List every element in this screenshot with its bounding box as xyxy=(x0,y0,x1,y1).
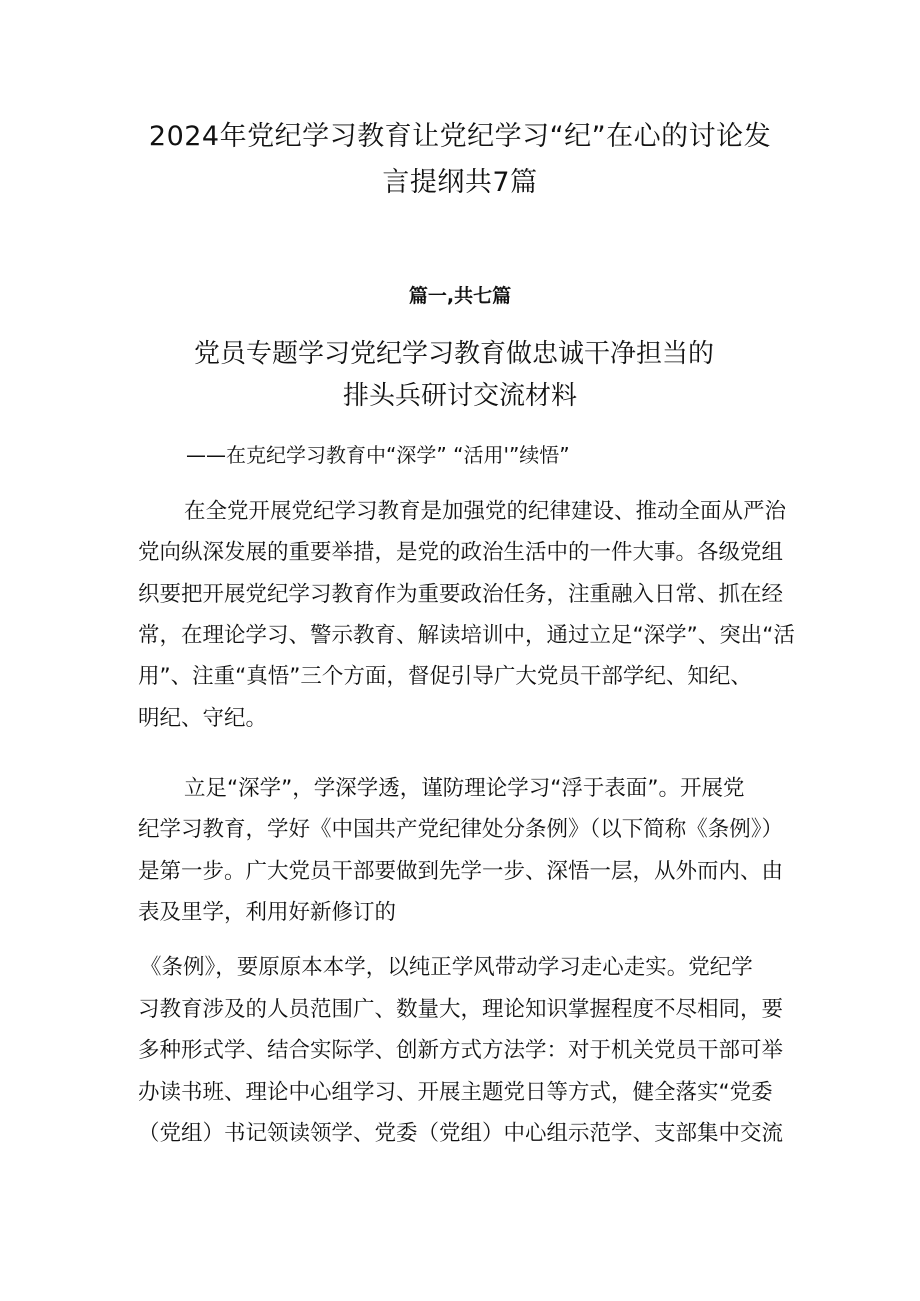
paragraph-line: 在全党开展党纪学习教育是加强党的纪律建设、推动全面从严治 xyxy=(184,499,787,524)
document-title-line-2: 言提纲共7篇 xyxy=(382,167,538,198)
document-title-line-1: 2024年党纪学习教育让党纪学习“纪”在心的讨论发 xyxy=(148,121,772,152)
paragraph-line: 明纪、守纪。 xyxy=(138,706,268,731)
paragraph-line: 立足“深学”，学深学透，谨防理论学习“浮于表面”。开展党 xyxy=(184,776,745,801)
paragraph-line: 《条例》，要原原本本学，以纯正学风带动学习走心走实。党纪学 xyxy=(140,955,753,980)
paragraph-line: 是第一步。广大党员干部要做到先学一步、深悟一层，从外而内、由 xyxy=(138,859,784,884)
article-title-line-2: 排头兵研讨交流材料 xyxy=(342,381,577,411)
paragraph-line: 习教育涉及的人员范围广、数量大，理论知识掌握程度不尽相同，要 xyxy=(138,997,784,1022)
article-tagline: ——在克纪学习教育中“深学” “活用'”续悟” xyxy=(186,443,570,467)
article-title xyxy=(0,333,920,417)
paragraph-line: （党组）书记领读领学、党委（党组）中心组示范学、支部集中交流 xyxy=(138,1121,784,1146)
paragraph-line: 纪学习教育，学好《中国共产党纪律处分条例》（以下简称《条例》） xyxy=(138,817,784,842)
paragraph-line: 用”、注重“真悟”三个方面，督促引导广大党员干部学纪、知纪、 xyxy=(138,664,752,689)
document-title xyxy=(100,114,820,206)
paragraph-line: 党向纵深发展的重要举措，是党的政治生活中的一件大事。各级党组 xyxy=(138,540,784,565)
paragraph-line: 多种形式学、结合实际学、创新方式方法学：对于机关党员干部可举 xyxy=(138,1038,784,1063)
paragraph-line: 常，在理论学习、警示教育、解读培训中，通过立足“深学”、突出“活 xyxy=(138,623,795,648)
paragraph-line: 织要把开展党纪学习教育作为重要政治任务，注重融入日常、抓在经 xyxy=(138,582,784,607)
paragraph-line: 表及里学，利用好新修订的 xyxy=(138,900,397,925)
paragraph-line: 办读书班、理论中心组学习、开展主题党日等方式，健全落实“党委 xyxy=(138,1080,773,1105)
part-heading: 篇一,共七篇 xyxy=(408,285,512,307)
article-title-line-1: 党员专题学习党纪学习教育做忠诚干净担当的 xyxy=(193,339,714,369)
